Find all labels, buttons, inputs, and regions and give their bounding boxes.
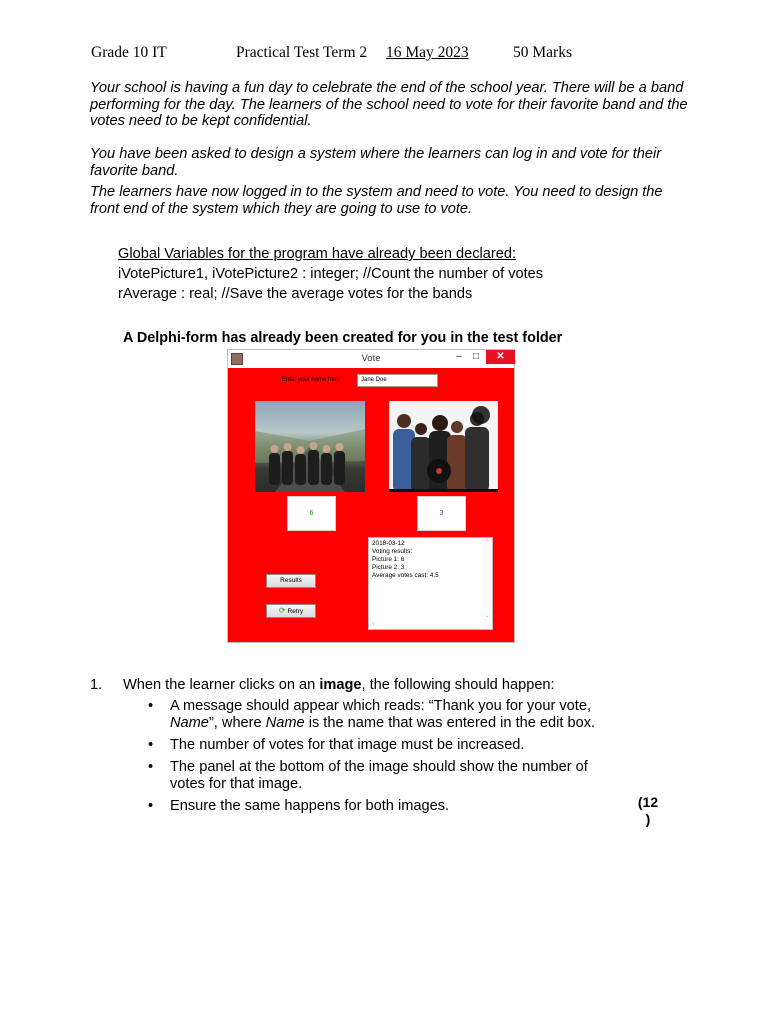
refresh-icon: ⟳ (278, 606, 286, 615)
memo-line: Picture 1: 6 (372, 556, 405, 563)
globals-heading: Global Variables for the program have already been declared: (118, 246, 517, 262)
global-variables (118, 244, 543, 304)
question-number: 1. (90, 677, 103, 693)
band-picture-2[interactable] (389, 401, 498, 492)
question-marks: (12 ) (637, 794, 659, 827)
intro-paragraph-3: The learners have now logged in to the system and need to vote. You need to design the front end of the system which they are going to use to vote. (90, 184, 663, 217)
question-intro: When the learner clicks on an image, the following should happen: (123, 677, 555, 693)
memo-line: Picture 2: 3 (372, 564, 405, 571)
band-picture-1[interactable] (255, 401, 365, 492)
maximize-button[interactable]: □ (472, 351, 480, 362)
memo-line: Average votes cast: 4.5 (372, 572, 439, 579)
vote-form-window (227, 349, 515, 643)
memo-line: Voting results: (372, 548, 413, 555)
list-item: • The panel at the bottom of the image should show the number of votes for that image. (146, 759, 616, 793)
list-item: • Ensure the same happens for both images. (146, 798, 616, 815)
title-bar (228, 350, 514, 368)
scroll-up-icon[interactable]: ⌃ (484, 540, 490, 546)
band-photo-1-image (255, 401, 365, 492)
list-item: • The number of votes for that image must be increased. (146, 737, 616, 754)
minimize-button[interactable]: – (456, 351, 462, 362)
memo-line: 2018-03-12 (372, 540, 405, 547)
name-input[interactable]: Jane Doe (357, 374, 438, 387)
scroll-left-icon[interactable]: ‹ (372, 621, 374, 627)
scroll-down-icon[interactable]: ⌄ (484, 613, 490, 619)
intro-paragraph-1: Your school is having a fun day to celebrate the end of the school year. There will be a band performing for the day. The learners of the school need to vote for their favorite band and the votes need to be kept confidential. (90, 80, 688, 130)
close-button[interactable]: ✕ (486, 350, 515, 364)
globals-line-1: iVotePicture1, iVotePicture2 : integer; //Count the number of votes (118, 266, 544, 282)
retry-label: Retry (287, 608, 304, 615)
requirements-list (146, 698, 616, 820)
globals-line-2: rAverage : real; //Save the average votes for the bands (118, 286, 473, 302)
vote-count-panel-1: 6 (287, 496, 336, 531)
total-marks: 50 Marks (513, 44, 572, 61)
window-title: Vote (361, 353, 381, 364)
grade-text: Grade 10 IT (91, 44, 167, 61)
test-name: Practical Test Term 2 (236, 44, 368, 61)
name-label: Enter your name here (282, 377, 341, 383)
retry-button[interactable] (266, 604, 316, 618)
intro-paragraph-2: You have been asked to design a system where the learners can log in and vote for their favorite band. (90, 146, 662, 179)
band-photo-2-image (389, 401, 498, 492)
vote-count-panel-2: 3 (417, 496, 466, 531)
test-date: 16 May 2023 (386, 44, 469, 61)
results-button[interactable]: Results (266, 574, 316, 588)
delphi-form-heading: A Delphi-form has already been created for you in the test folder (123, 330, 563, 346)
list-item: • A message should appear which reads: “Thank you for your vote, Name”, where Name is the name that was entered in the edit box. (146, 698, 616, 732)
results-memo[interactable] (368, 537, 493, 630)
